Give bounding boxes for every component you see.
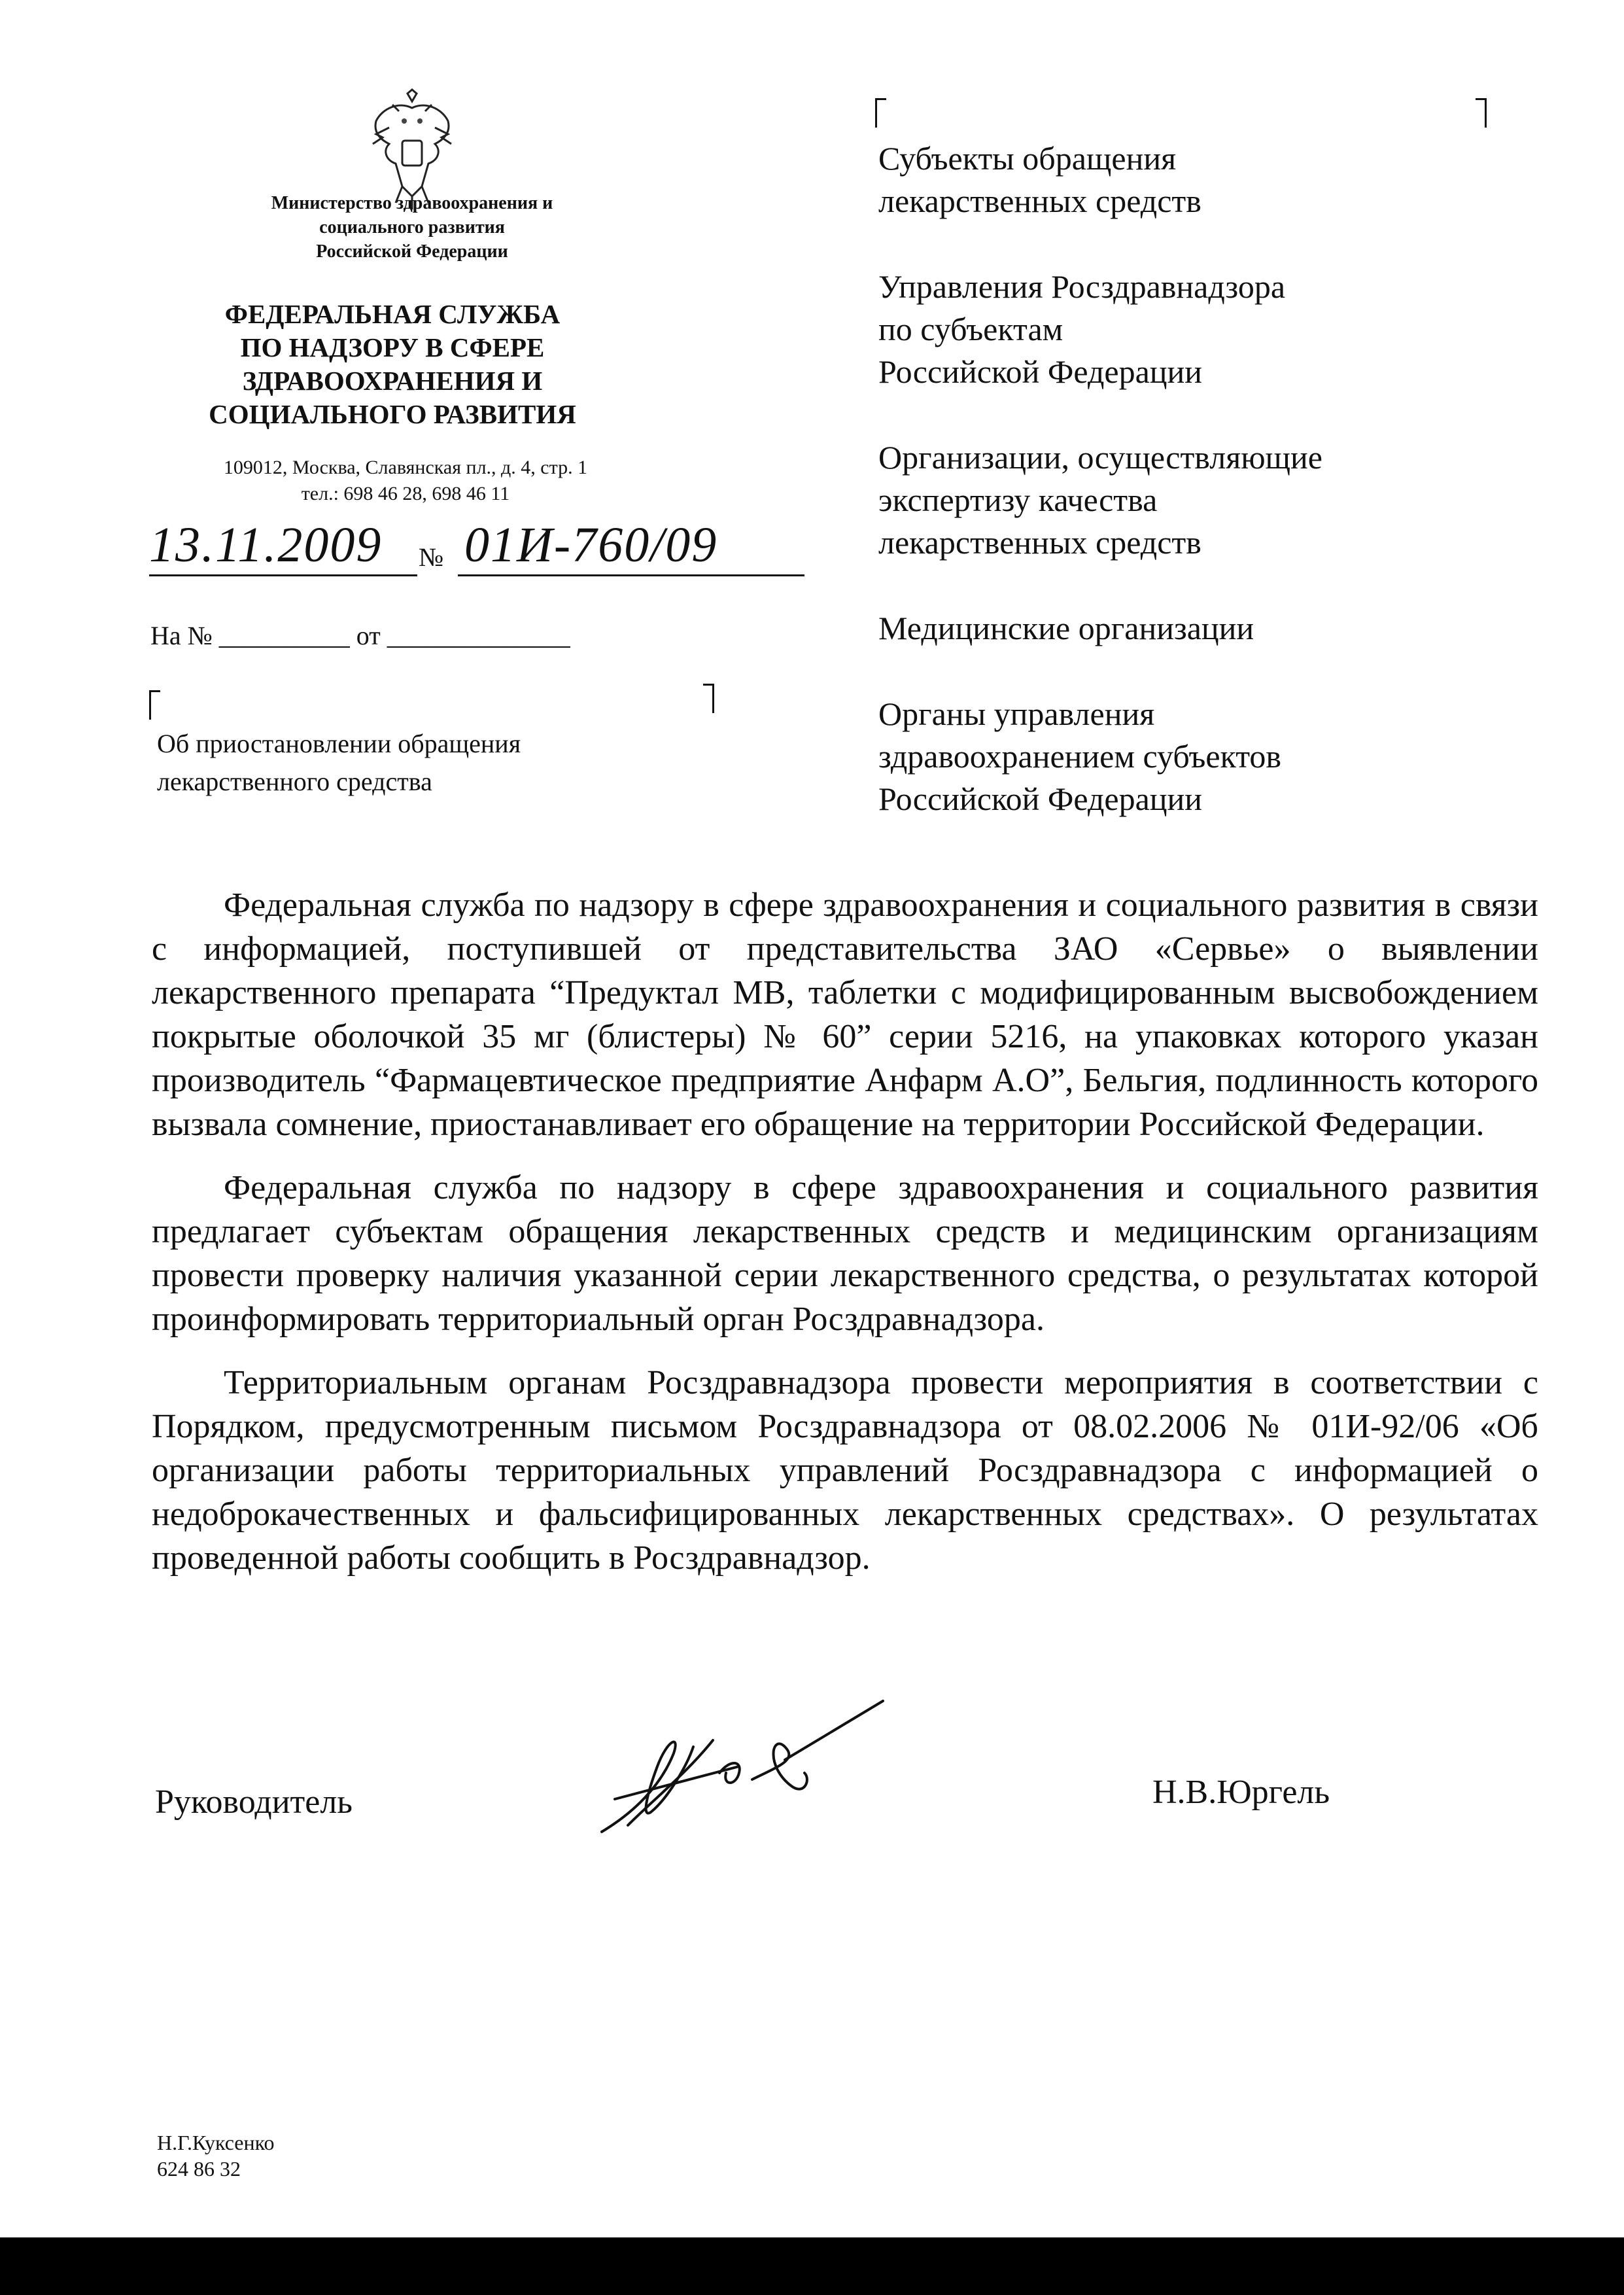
service-name (157, 298, 628, 431)
scan-border (0, 2237, 1624, 2295)
signer-title: Руководитель (155, 1783, 353, 1821)
body-paragraph: Федеральная служба по надзору в сфере здравоохранения и социального развития в связи с информацией, поступившей от представительства ЗАО «Сервье» о выявлении лекарственного препарата “Предуктал МВ, таблетки с модифицированным высвобождением покрытые оболочкой 35 мг (блистеры) № 60” серии 5216, на упаковках которого указан производитель “Фармацевтическое предприятие Анфарм А.О”, Бельгия, подлинность которого вызвала сомнение, приостанавливает его обращение на территории Российской Федерации. (152, 886, 1538, 1143)
registration-number: 01И-760/09 (464, 517, 718, 572)
address-line: 109012, Москва, Славянская пл., д. 4, стр. 1 (223, 457, 588, 478)
bracket-corner-left (149, 690, 160, 720)
number-underline (458, 574, 804, 576)
signer-name: Н.В.Юргель (1152, 1774, 1330, 1811)
service-line: ФЕДЕРАЛЬНАЯ СЛУЖБА (224, 299, 561, 329)
service-line: ЗДРАВООХРАНЕНИЯ И (242, 366, 543, 396)
recipient: Органы управления здравоохранением субъектов Российской Федерации (878, 695, 1282, 817)
service-line: ПО НАДЗОРУ В СФЕРЕ (240, 332, 545, 362)
bracket-corner-right (1476, 98, 1487, 128)
phone-line: тел.: 698 46 28, 698 46 11 (301, 483, 510, 504)
recipient: Субъекты обращения лекарственных средств (878, 140, 1201, 219)
sender-address (131, 455, 680, 507)
handwritten-signature-icon (589, 1694, 903, 1858)
registration-date: 13.11.2009 (149, 517, 383, 572)
service-line: СОЦИАЛЬНОГО РАЗВИТИЯ (209, 399, 576, 429)
body-paragraph: Территориальным органам Росздравнадзора провести мероприятия в соответствии с Порядком, предусмотренным письмом Росздравнадзора от 08.02.2006 № 01И-92/06 «Об организации работы территориальных управлений Росздравнадзора с информацией о недоброкачественных и фальсифицированных лекарственных средствах». О результатах проведенной работы сообщить в Росздравнадзор. (152, 1364, 1538, 1577)
number-label: № (419, 542, 444, 572)
executor-name: Н.Г.Куксенко (157, 2131, 275, 2154)
recipients-block (878, 137, 1532, 864)
reference-line: На № __________ от ______________ (150, 621, 570, 650)
letter-subject (157, 725, 654, 801)
recipient: Медицинские организации (878, 610, 1254, 646)
ministry-line: Российской Федерации (316, 241, 508, 262)
letter-body (152, 883, 1538, 1600)
subject-line: лекарственного средства (157, 767, 432, 796)
date-underline (149, 574, 417, 576)
subject-line: Об приостановлении обращения (157, 729, 521, 758)
ministry-line: Министерство здравоохранения и (271, 193, 553, 213)
ministry-line: социального развития (319, 217, 505, 237)
body-paragraph: Федеральная служба по надзору в сфере здравоохранения и социального развития предлагает субъектам обращения лекарственных средств и медицинским организациям провести проверку наличия указанной серии лекарственного средства, о результатах которой проинформировать территориальный орган Росздравнадзора. (152, 1169, 1538, 1338)
executor-phone: 624 86 32 (157, 2157, 241, 2181)
recipient: Организации, осуществляющие экспертизу качества лекарственных средств (878, 439, 1323, 561)
bracket-corner-right (703, 684, 714, 713)
ministry-name (196, 191, 628, 264)
executor-info (157, 2129, 275, 2182)
recipient: Управления Росздравнадзора по субъектам Российской Федерации (878, 268, 1286, 390)
bracket-corner-left (875, 98, 886, 128)
